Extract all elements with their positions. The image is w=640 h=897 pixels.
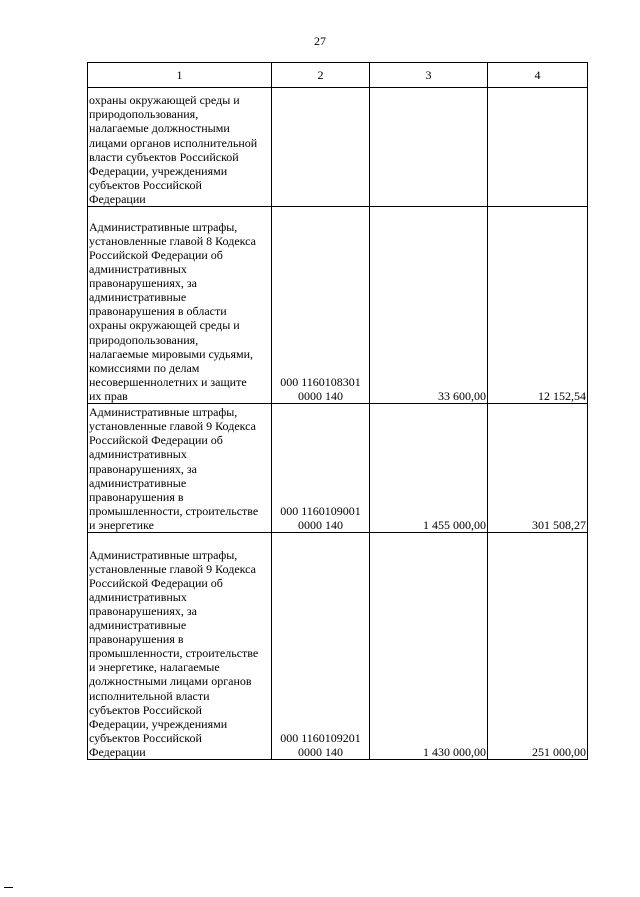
row-budget-code: 000 1160109001 0000 140 xyxy=(272,404,370,533)
row-description: Административные штрафы, установленные главой 8 Кодекса Российской Федерации об административных правонарушениях, за административные правонарушения в области охраны окружающей среды и природопользования, налагаемые мировыми судьями, комиссиями по делам несовершеннолетних и защите их прав xyxy=(88,207,272,404)
row-value-col3: 1 430 000,00 xyxy=(370,533,488,760)
row-value-col3 xyxy=(370,88,488,207)
row-value-col4 xyxy=(488,88,588,207)
row-value-col4: 251 000,00 xyxy=(488,533,588,760)
row-budget-code: 000 1160109201 0000 140 xyxy=(272,533,370,760)
row-description: Административные штрафы, установленные главой 9 Кодекса Российской Федерации об административных правонарушениях, за административные правонарушения в промышленности, строительстве и энергетике xyxy=(88,404,272,533)
row-budget-code xyxy=(272,88,370,207)
row-value-col3: 1 455 000,00 xyxy=(370,404,488,533)
column-header-3: 3 xyxy=(370,63,488,88)
row-value-col4: 12 152,54 xyxy=(488,207,588,404)
row-budget-code: 000 1160108301 0000 140 xyxy=(272,207,370,404)
row-description: охраны окружающей среды и природопользования, налагаемые должностными лицами органов исполнительной власти субъектов Российской Федерации, учреждениями субъектов Российской Федерации xyxy=(88,88,272,207)
table-row xyxy=(88,533,588,760)
table-header-row xyxy=(88,63,588,88)
budget-table xyxy=(87,62,588,760)
row-description: Административные штрафы, установленные главой 9 Кодекса Российской Федерации об административных правонарушениях, за административные правонарушения в промышленности, строительстве и энергетике, налагаемые должностными лицами органов исполнительной власти субъектов Российской Федерации, учреждениями субъектов Российской Федерации xyxy=(88,533,272,760)
column-header-1: 1 xyxy=(88,63,272,88)
table-row xyxy=(88,404,588,533)
row-value-col3: 33 600,00 xyxy=(370,207,488,404)
margin-mark xyxy=(4,887,13,888)
column-header-4: 4 xyxy=(488,63,588,88)
table-row xyxy=(88,207,588,404)
page-number: 27 xyxy=(314,34,326,48)
column-header-2: 2 xyxy=(272,63,370,88)
table-row xyxy=(88,88,588,207)
row-value-col4: 301 508,27 xyxy=(488,404,588,533)
